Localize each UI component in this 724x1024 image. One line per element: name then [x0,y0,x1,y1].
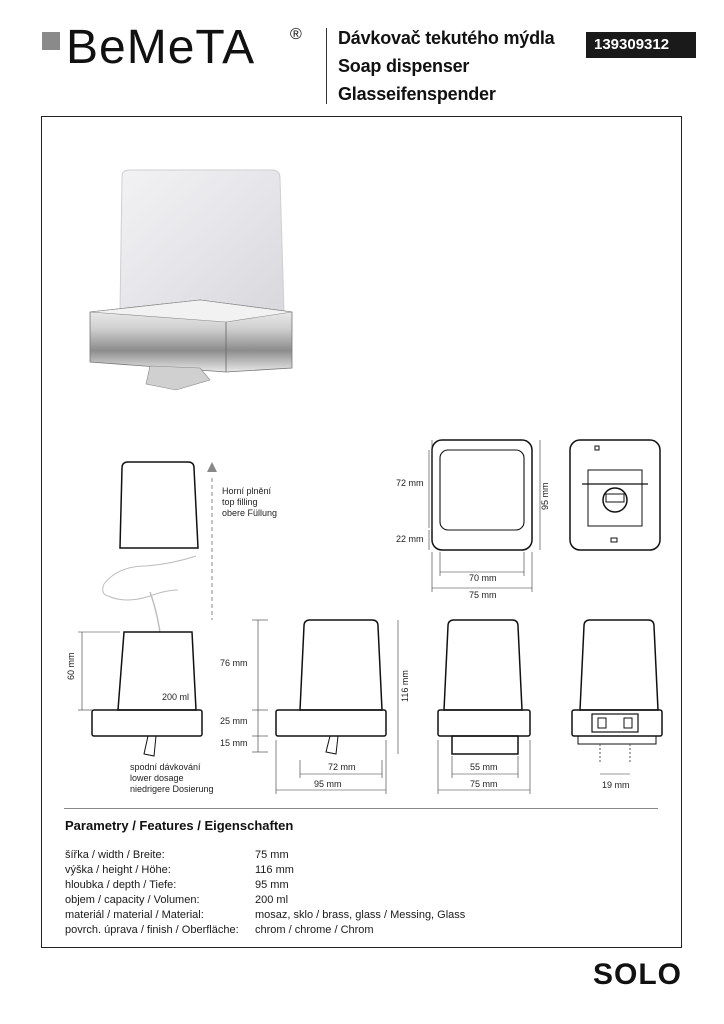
registered-mark: ® [290,26,302,43]
param-row [65,848,465,863]
rear-view [572,620,662,744]
product-photo [90,170,292,390]
param-label: povrch. úprava / finish / Oberfläche: [65,924,239,936]
param-value: mosaz, sklo / brass, glass / Messing, Glass [255,909,466,921]
param-row [65,893,465,908]
dim-72b-label: 72 mm [328,762,356,772]
dim-55-label: 55 mm [470,762,498,772]
top-fill-de: obere Füllung [222,508,278,518]
bottom-cz: spodní dávkování [130,762,201,772]
param-value: 116 mm [255,864,294,876]
hand-pouring-sketch [103,556,196,632]
glass-top-fill [120,462,198,548]
params-table [65,848,465,938]
dim-22-label: 22 mm [396,534,424,544]
bottom-de: niedrigere Dosierung [130,784,214,794]
param-label: objem / capacity / Volumen: [65,894,200,906]
param-label: výška / height / Höhe: [65,864,171,876]
dim-15-label: 15 mm [220,738,248,748]
dim-76-label: 76 mm [220,658,248,668]
fill-arrow [207,462,217,620]
side-view [276,620,386,754]
param-value: 200 ml [255,894,289,906]
param-row [65,908,465,923]
dim-75-label: 75 mm [469,590,497,600]
mount-screws [600,744,630,774]
title-de: Glasseifenspender [338,84,496,104]
dim-25-label: 25 mm [220,716,248,726]
dim-75b-label: 75 mm [470,779,498,789]
section-separator [64,808,658,809]
param-label: materiál / material / Material: [65,909,204,921]
param-value: 75 mm [255,849,289,861]
param-row [65,878,465,893]
bottom-en: lower dosage [130,773,184,783]
dim-95b-label: 95 mm [314,779,342,789]
top-fill-cz: Horní plnění [222,486,272,496]
dim-70-label: 70 mm [469,573,497,583]
back-plate-view [570,440,660,550]
capacity-label: 200 ml [162,692,190,702]
dim-116-label: 116 mm [400,670,410,702]
product-code: 139309312 [586,32,696,58]
title-en: Soap dispenser [338,56,470,76]
dim-19-label: 19 mm [602,780,630,790]
dim-60-label: 60 mm [66,652,76,680]
title-cz: Dávkovač tekutého mýdla [338,28,555,48]
param-value: 95 mm [255,879,289,891]
params-title: Parametry / Features / Eigenschaften [65,818,294,833]
dim-72-label: 72 mm [396,478,424,488]
top-fill-en: top filling [222,497,258,507]
param-row [65,863,465,878]
param-label: šířka / width / Breite: [65,849,165,861]
param-row [65,923,465,938]
front-view [438,620,530,754]
param-label: hloubka / depth / Tiefe: [65,879,177,891]
top-view-outline [432,440,532,550]
brand-logo: BeMeTA [66,21,256,74]
series-name: SOLO [592,958,682,991]
param-value: chrom / chrome / Chrom [255,924,374,936]
dim-95-label: 95 mm [540,482,550,510]
